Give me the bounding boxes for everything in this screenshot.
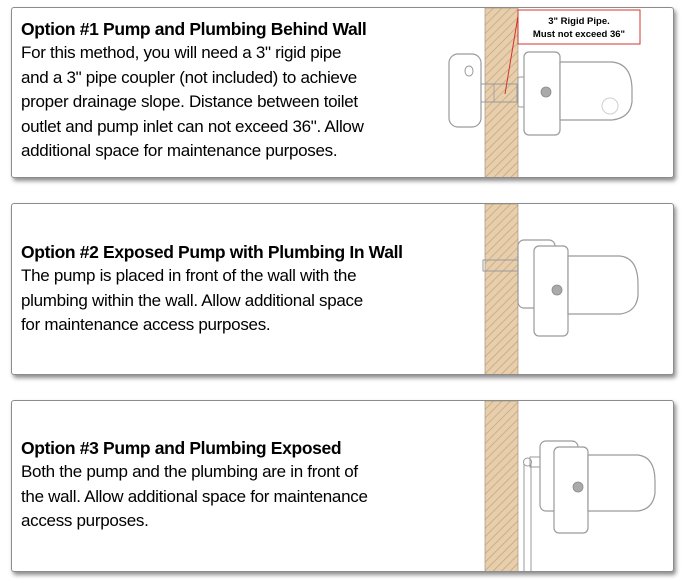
toilet-tank [534, 246, 568, 336]
toilet-bowl [568, 256, 638, 314]
wall [485, 401, 518, 572]
option-3-diagram [442, 401, 674, 571]
wall [485, 8, 518, 178]
option-3-title: Option #3 Pump and Plumbing Exposed [21, 438, 342, 458]
option-1-description: For this method, you will need a 3" rigid pipe and a 3" pipe coupler (not included) to achieve proper drainage slope. Distance between toilet outlet and pump inlet can not exceed 36". Allow additional space for maintenance purposes. [21, 43, 364, 160]
toilet-bowl [560, 62, 632, 120]
option-3-card [11, 400, 674, 572]
toilet-button [573, 482, 583, 492]
pump-unit [449, 54, 481, 127]
option-2-diagram [442, 204, 674, 374]
option-3-description: Both the pump and the plumbing are in front of the wall. Allow additional space for maintenance access purposes. [21, 462, 368, 530]
wall [485, 204, 518, 375]
toilet-button [552, 285, 562, 295]
toilet-bowl [588, 455, 655, 511]
option-2-description: The pump is placed in front of the wall with the plumbing within the wall. Allow additional space for maintenance access purposes. [21, 266, 363, 334]
option-2-card [11, 203, 674, 375]
toilet-tank [554, 447, 588, 533]
pump-button [465, 66, 473, 76]
option-1-card [11, 7, 674, 178]
option-2-text [21, 240, 461, 338]
option-3-text [21, 436, 461, 534]
option-2-title: Option #2 Exposed Pump with Plumbing In Wall [21, 242, 403, 262]
option-1-text [21, 17, 461, 164]
toilet-highlight [602, 98, 618, 114]
toilet-button [541, 87, 551, 97]
option-1-diagram [442, 8, 674, 177]
callout-line-2: Must not exceed 36" [532, 29, 626, 40]
option-1-title: Option #1 Pump and Plumbing Behind Wall [21, 19, 367, 39]
callout-line-1: 3" Rigid Pipe. [548, 16, 610, 27]
